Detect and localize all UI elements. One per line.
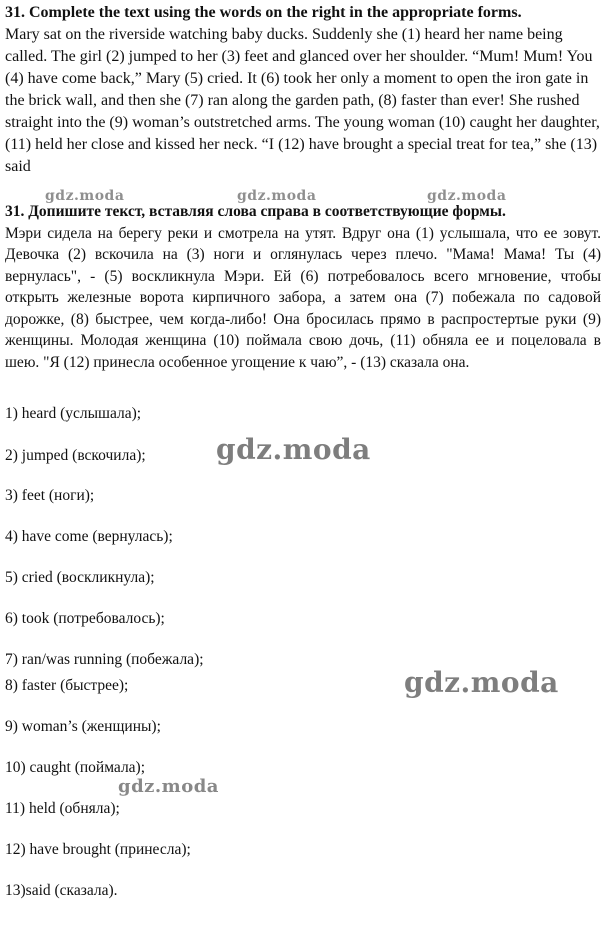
russian-exercise: [5, 201, 601, 373]
watermark: gdz.moda: [237, 188, 317, 204]
answer-item: 12) have brought (принесла);: [5, 841, 191, 858]
watermark: gdz.moda: [427, 188, 507, 204]
english-exercise-title: 31. Complete the text using the words on the right in the appropriate forms.: [5, 4, 522, 21]
answer-item: 6) took (потребовалось);: [5, 610, 165, 627]
answer-item: 7) ran/was running (побежала);: [5, 651, 204, 668]
answer-item: 9) woman’s (женщины);: [5, 718, 161, 735]
answer-item: 13)said (сказала).: [5, 882, 118, 899]
answer-item: 5) cried (воскликнула);: [5, 569, 155, 586]
russian-exercise-title: 31. Допишите текст, вставляя слова справа в соответствующие формы.: [5, 203, 506, 220]
english-exercise-text: Mary sat on the riverside watching baby ducks. Suddenly she (1) heard her name being called. The girl (2) jumped to her (3) feet and glanced over her shoulder. “Mum! Mum! You (4) have come back,” Mary (5) cried. It (6) took her only a moment to open the iron gate in the brick wall, and then she (7) ran along the garden path, (8) faster than ever! She rushed straight into the (9) woman’s outstretched arms. The young woman (10) caught her daughter, (11) held her close and kissed her neck. “I (12) have brought a special treat for tea,” she (13) said: [5, 26, 600, 175]
watermark: gdz.moda: [216, 433, 371, 466]
watermark: gdz.moda: [118, 776, 219, 797]
answer-item: 10) caught (поймала);: [5, 759, 146, 776]
watermark: gdz.moda: [404, 666, 559, 699]
answer-item: 11) held (обняла);: [5, 800, 120, 817]
russian-exercise-text: Мэри сидела на берегу реки и смотрела на утят. Вдруг она (1) услышала, что ее зовут. Девочка (2) вскочила на (3) ноги и оглянулась через плечо. "Мама! Мама! Ты (4) вернулась", - (5) воскликнула Мэри. Ей (6) потребовалось всего мгновение, чтобы открыть железные ворота кирпичного забора, а затем она (7) побежала по садовой дорожке, (8) быстрее, чем когда-либо! Она бросилась прямо в распростертые руки (9) женщины. Молодая женщина (10) поймала свою дочь, (11) обняла ее и поцеловала в шею. "Я (12) принесла особенное угощение к чаю”, - (13) сказала она.: [5, 224, 601, 371]
answer-item: 2) jumped (вскочила);: [5, 447, 146, 464]
watermark: gdz.moda: [45, 188, 125, 204]
english-exercise: [5, 2, 601, 178]
answer-item: 8) faster (быстрее);: [5, 677, 129, 694]
answer-item: 1) heard (услышала);: [5, 405, 142, 422]
answer-item: 3) feet (ноги);: [5, 487, 95, 504]
answer-item: 4) have come (вернулась);: [5, 528, 173, 545]
